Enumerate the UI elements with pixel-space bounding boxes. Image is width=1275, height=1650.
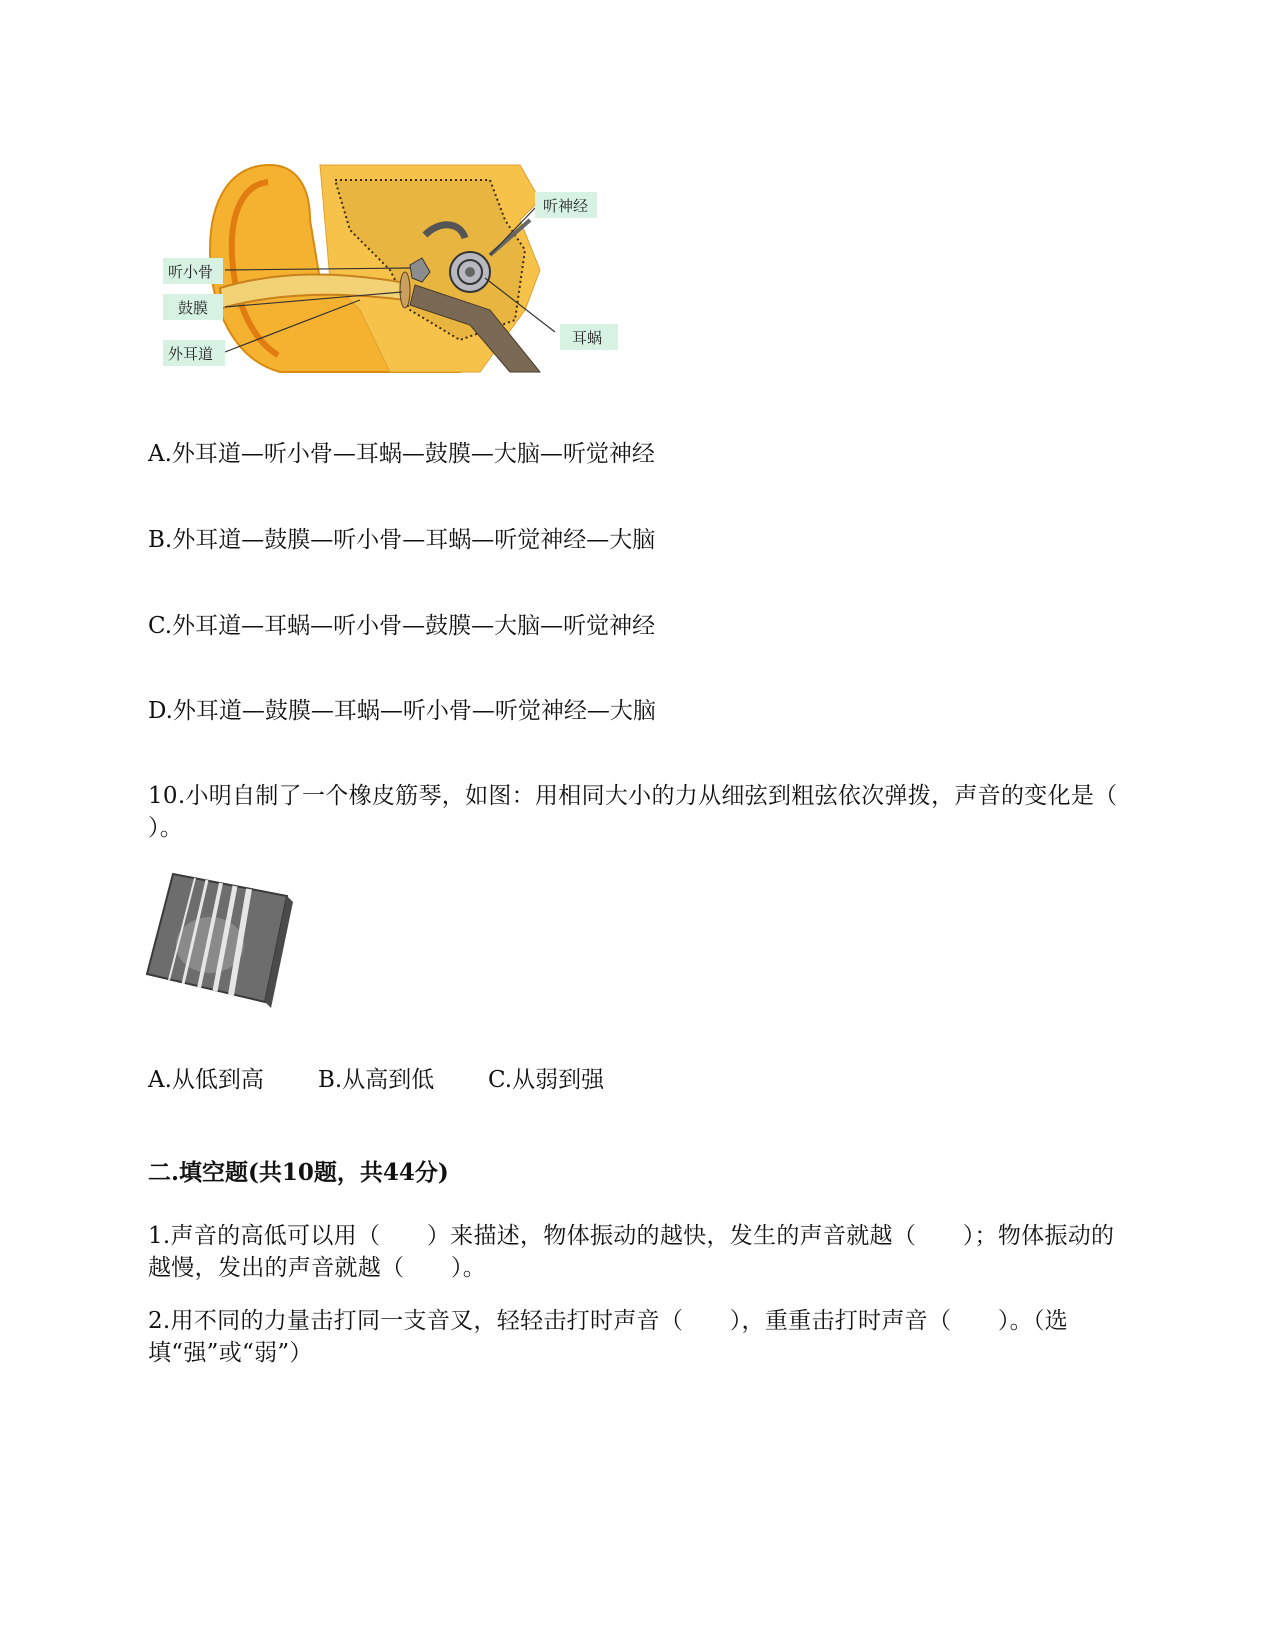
cochlea-shape (450, 252, 490, 292)
fill-question-2: 2.用不同的力量击打同一支音叉，轻轻击打时声音（ ），重重击打时声音（ ）。（选填“强”或“弱”） (148, 1308, 1069, 1366)
q10-option-b: B.从高到低 (318, 1067, 435, 1093)
fill-question-1: 1.声音的高低可以用（ ）来描述，物体振动的越快，发生的声音就越（ ）；物体振动的越慢，发出的声音就越（ ）。 (148, 1223, 1115, 1281)
q10-text: 10.小明自制了一个橡皮筋琴，如图：用相同大小的力从细弦到粗弦依次弹拨，声音的变化是（ ）。 (148, 783, 1118, 841)
ear-anatomy-figure (160, 160, 630, 380)
eardrum-shape (400, 272, 410, 308)
q9-option-d: D.外耳道—鼓膜—耳蜗—听小骨—听觉神经—大脑 (148, 698, 656, 724)
q10-option-c: C.从弱到强 (488, 1067, 605, 1093)
section-heading-fill-in: 二.填空题(共10题，共44分) (148, 1159, 449, 1186)
q9-option-a: A.外耳道—听小骨—耳蜗—鼓膜—大脑—听觉神经 (148, 441, 655, 467)
label-ear-canal: 外耳道 (168, 345, 214, 363)
label-cochlea: 耳蜗 (572, 329, 603, 347)
rubber-band-instrument-figure (145, 870, 300, 1010)
label-auditory-nerve: 听神经 (543, 197, 589, 215)
q9-option-b: B.外耳道—鼓膜—听小骨—耳蜗—听觉神经—大脑 (148, 527, 656, 553)
q10-options (148, 1064, 604, 1096)
q10-option-a: A.从低到高 (148, 1067, 264, 1093)
label-eardrum: 鼓膜 (178, 299, 209, 317)
label-ossicles: 听小骨 (168, 263, 214, 281)
q9-option-c: C.外耳道—耳蜗—听小骨—鼓膜—大脑—听觉神经 (148, 613, 656, 639)
